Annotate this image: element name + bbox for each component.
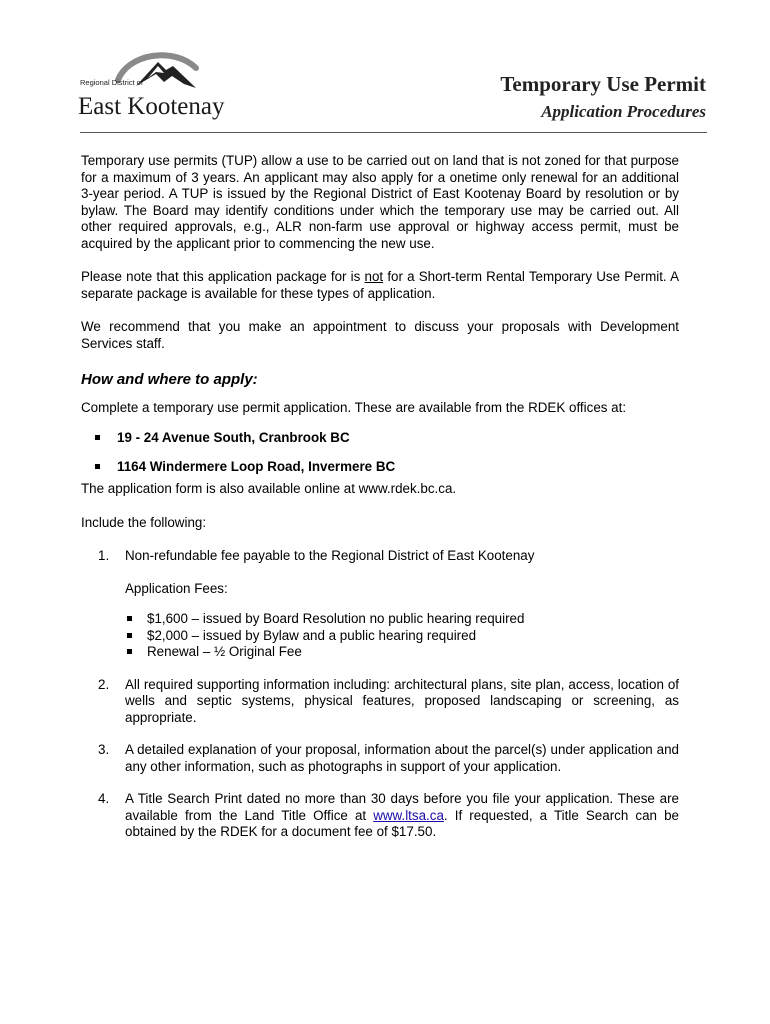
fee-item: $1,600 – issued by Board Resolution no public hearing required [125,611,679,628]
fees-list [125,611,679,661]
page-title: Temporary Use Permit [500,72,706,96]
list-item: 2. All required supporting information including: architectural plans, site plan, access, location of wells and septic systems, physical features, proposed landscaping or screening, as appropriate. [98,676,679,725]
page-subtitle: Application Procedures [541,102,706,121]
fee-item: $2,000 – issued by Bylaw and a public hearing required [125,628,679,645]
header-divider [80,132,707,133]
logo-big-text: East Kootenay [78,93,225,120]
logo-small-text: Regional District of [80,78,143,87]
ltsa-link[interactable]: www.ltsa.ca [373,807,444,823]
document-body [81,153,679,857]
list-item: 4. A Title Search Print dated no more than 30 days before you file your application. These are available from the Land Title Office at www.ltsa.ca. If requested, a Title Search can be obtained by the RDEK for a document fee of $17.50. [98,791,679,839]
requirements-list [81,548,679,841]
intro-paragraph: Temporary use permits (TUP) allow a use to be carried out on land that is not zoned for that purpose for a maximum of 3 years. An applicant may also apply for a onetime only renewal for an additional 3-year period. A TUP is issued by the Regional District of East Kootenay Board by resolution or by bylaw. The Board may identify conditions under which the temporary use may be carried out. All other required approvals, e.g., ALR non-farm use approval or highway access permit, must be acquired by the applicant prior to commencing the new use. [81,153,679,251]
apply-lead: Complete a temporary use permit application. These are available from the RDEK offices at: [81,399,627,415]
not-underlined: not [364,269,384,284]
fee-item: Renewal – ½ Original Fee [125,644,679,661]
str-note-paragraph: Please note that this application package for is not for a Short-term Rental Temporary Use Permit. A separate package is available for these types of application. [81,269,680,301]
appointment-paragraph: We recommend that you make an appointment to discuss your proposals with Development Services staff. [81,319,679,351]
office-invermere: 1164 Windermere Loop Road, Invermere BC [81,459,679,476]
list-item: 3. A detailed explanation of your proposal, information about the parcel(s) under application and any other information, such as photographs in support of your application. [98,742,679,774]
list-item: 1. Non-refundable fee payable to the Regional District of East Kootenay Application Fees: $1,600 – issued by Board Resolution no public hearing required $2,000 – issued by Bylaw and a public hearing required Renewal – ½ Original Fee [81,548,679,661]
office-list [81,430,679,475]
office-cranbrook: 19 - 24 Avenue South, Cranbrook BC [81,430,679,447]
how-where-heading: How and where to apply: [81,371,258,388]
rdek-logo [78,46,225,126]
include-label: Include the following: [81,514,207,530]
online-note: The application form is also available online at www.rdek.bc.ca. [81,481,457,496]
fees-label: Application Fees: [125,580,228,596]
